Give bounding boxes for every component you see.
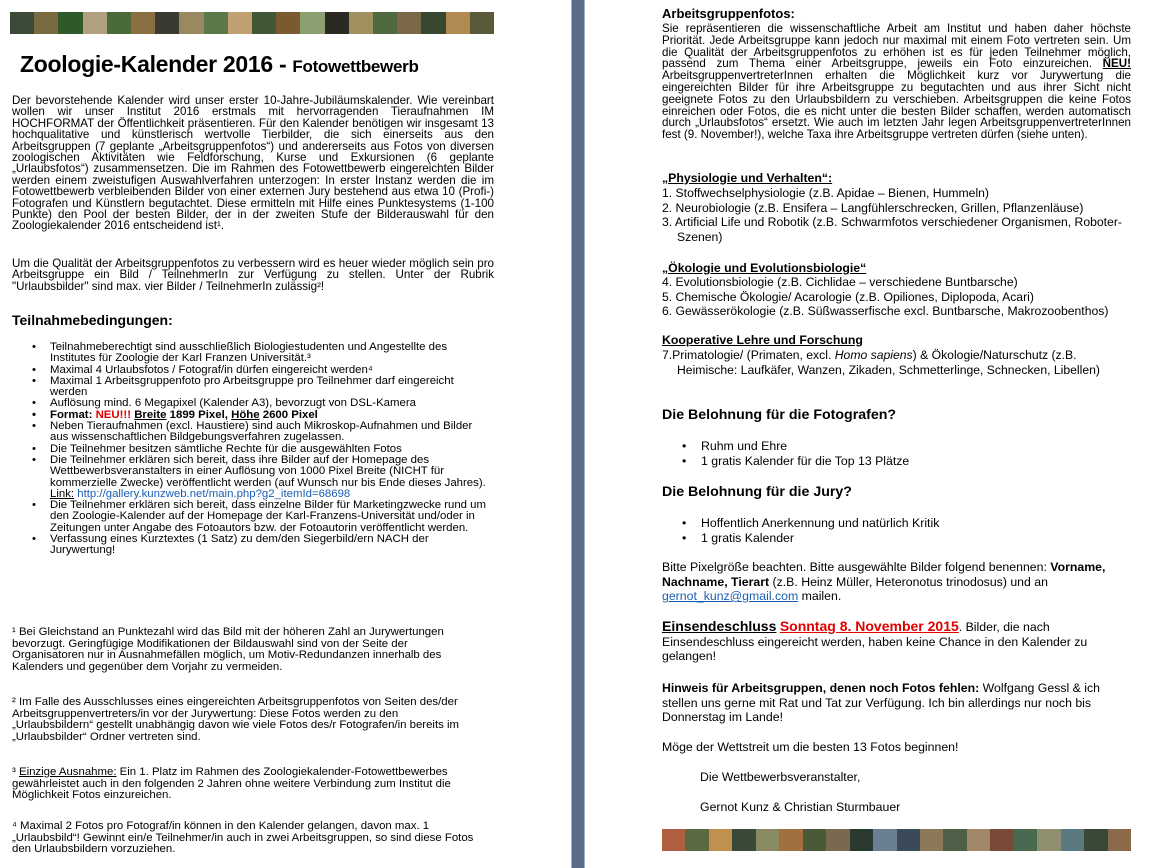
list-item: 3. Artificial Life und Robotik (z.B. Schwarmfotos verschiedener Organismen, Roboter- [662, 215, 1122, 230]
list-item: Szenen) [677, 229, 723, 244]
footnote-1: ¹ Bei Gleichstand an Punktezahl wird das Bild mit der höheren Zahl an Jurywertungen bevorzugt. Geringfügige Modifikationen der Bildauswahl sind von der Seite der Organisatoren nur in Ausnahmefällen möglich, um Motiv-Redundanzen innerhalb des Kalenders und gegenüber dem Vorjahr zu vermeiden. [12, 626, 444, 673]
ecology-heading: „Ökologie und Evolutionsbiologie“ [662, 261, 867, 275]
list-item: • Ruhm und Ehre [662, 439, 909, 454]
email-link[interactable]: gernot_kunz@gmail.com [662, 589, 799, 604]
document-page-right [585, 0, 1155, 868]
footnote-2: ² Im Falle des Ausschlusses eines eingereichten Arbeitsgruppenfotos von Seiten des/der Arbeitsgruppenvertreters/in vor der Jurywertung: Diese Fotos werden zu den „Urlaubsbildern“ gestellt unabhängig davon wie viele Fotos des/r Fotografen/in bereits im „Urlaubsbilder“ Ordner vertreten sind. [12, 696, 460, 743]
coop-heading: Kooperative Lehre und Forschung [662, 333, 863, 347]
ecology-list [662, 275, 1131, 319]
list-item: • Teilnahmeberechtigt sind ausschließlich Biologiestudenten und Angestellte des Institutes für Zoologie der Karl Franzen Universität.³ [12, 342, 486, 365]
photographers-reward-list [662, 439, 909, 469]
list-item: 4. Evolutionsbiologie (z.B. Cichlidae – verschiedene Buntbarsche) [662, 275, 1018, 289]
list-item: 1. Stoffwechselphysiologie (z.B. Apidae – Bienen, Hummeln) [662, 186, 989, 200]
physiology-heading: „Physiologie und Verhalten“: [662, 171, 833, 185]
list-item: • Die Teilnehmer erklären sich bereit, dass einzelne Bilder für Marketingzwecke rund um den Zoologie-Kalender auf der Homepage der Karl-Franzens-Universität und/oder in Zeitungen unter Angabe des Fotoautors bzw. der Fotoautorin veröffentlicht werden. [12, 500, 486, 534]
list-item: • Die Teilnehmer besitzen sämtliche Rechte für die ausgewählten Fotos [12, 444, 486, 455]
document-page-left [0, 0, 571, 868]
list-item: 2. Neurobiologie (z.B. Ensifera – Langfühlerschrecken, Grillen, Pflanzenläuse) [662, 200, 1084, 215]
signatures: Gernot Kunz & Christian Sturmbauer [700, 800, 901, 814]
conditions-heading: Teilnahmebedingungen: [12, 312, 173, 328]
jury-reward-list [662, 516, 939, 546]
intro-paragraph-2: Um die Qualität der Arbeitsgruppenfotos zu verbessern wird es heuer wieder möglich sein pro Arbeitsgruppe ein Bild / TeilnehmerIn zur Verfügung zu stellen. Unter der Rubrik "Urlaubsbilder" sind max. vier Bilder / TeilnehmerIn zulässig²! [12, 257, 494, 293]
list-item: • Verfassung eines Kurztextes (1 Satz) zu dem/den Siegerbild/ern NACH der Jurywertung! [12, 534, 486, 557]
gallery-link[interactable]: http://gallery.kunzweb.net/main.php?g2_itemId=68698 [77, 487, 351, 500]
list-item: • Neben Tieraufnahmen (excl. Haustiere) sind auch Mikroskop-Aufnahmen und Bilder aus wissenschaftlichen Bildgebungsverfahren zugelassen. [12, 421, 486, 444]
jury-reward-heading: Die Belohnung für die Jury? [662, 484, 852, 500]
list-item: • Maximal 1 Arbeitsgruppenfoto pro Arbeitsgruppe pro Teilnehmer darf eingereicht werden [12, 376, 486, 399]
list-item: 7.Primatologie/ (Primaten, excl. Homo sapiens) & Ökologie/Naturschutz (z.B. [662, 348, 1077, 362]
list-item: 6. Gewässerökologie (z.B. Süßwasserfische excl. Buntbarsche, Makrozoobenthos) [662, 304, 1109, 319]
page-gutter [571, 0, 585, 868]
format-item: • Format: NEU!!! Breite 1899 Pixel, Höhe 2600 Pixel [12, 410, 486, 421]
organizer-line: Die Wettbewerbsveranstalter, [700, 770, 861, 784]
intro-paragraph: Der bevorstehende Kalender wird unser erster 10-Jahre-Jubiläumskalender. Wie vereinbart wollen wir unser Institut 2016 erstmals mit hervorragenden Tieraufnahmen IM HOCHFORMAT der Öffentlichkeit präsentieren. Für den Kalender benötigen wir insgesamt 13 hochqualitative und künstlerisch wertvolle Tierbilder, die sich einerseits aus den Arbeitsgruppen (7 geplante „Arbeitsgruppenfotos“) und andererseits aus Fotos von diversen zoologischen Aktivitäten wie Feldforschung, Kurse und Exkursionen (6 geplante „Urlaubsfotos“) zusammensetzen. Die im Rahmen des Fotowettbewerb eingereichten Bilder werden einem zweistufigen Auswahlverfahren unterzogen: In erster Instanz werden die im Fotowettbewerb verbleibenden Bilder von einer externen Jury bestehend aus etwa 10 (Profi-) Fotografen und Künstlern begutachtet. Diese ermitteln mit Hilfe eines Punktesystems (1-100 Punkte) den Pool der besten Bilder, der in der zweiten Stufe der Bilderauswahl für den Zoologiekalender 2016 entscheidend ist¹. [12, 94, 494, 233]
list-item: • 1 gratis Kalender [662, 531, 939, 546]
group-photos-heading: Arbeitsgruppenfotos: [662, 6, 795, 21]
conditions-list [12, 342, 486, 557]
footnote-4: ⁴ Maximal 2 Fotos pro Fotograf/in können in den Kalender gelangen, davon max. 1 „Urlaubsbild“! Gewinnt ein/e Teilnehmer/in auch in zwei Arbeitsgruppen, so sind diese Fotos den Urlaubsbildern vorzuziehen. [12, 820, 474, 856]
footnote-3: ³ Einzige Ausnahme: Ein 1. Platz im Rahmen des Zoologiekalender-Fotowettbewerbes gewährleistet auch in den folgenden 2 Jahren ohne weitere Verbindung zum Institut die Möglichkeit Fotos einzureichen. [12, 766, 451, 802]
photographers-reward-heading: Die Belohnung für die Fotografen? [662, 407, 897, 423]
list-item: 5. Chemische Ökologie/ Acarologie (z.B. Opiliones, Diplopoda, Acari) [662, 289, 1034, 304]
list-item: • Hoffentlich Anerkennung und natürlich Kritik [662, 516, 939, 531]
closing-line: Möge der Wettstreit um die besten 13 Fotos beginnen! [662, 740, 959, 754]
hint-notice: Hinweis für Arbeitsgruppen, denen noch Fotos fehlen: Wolfgang Gessl & ich stellen uns gerne mit Rat und Tat zur Verfügung. Ich bin allerdings nur noch bis Donnerstag im Lande! [662, 681, 1100, 725]
group-photos-text: Sie repräsentieren die wissenschaftliche Arbeit am Institut und haben daher höchste Priorität. Jede Arbeitsgruppe kann jedoch nur maximal mit einem Foto vertreten sein. Um die Qualität der Arbeitsgruppenfotos zu erhöhen ist es für jeden Teilnehmer möglich, passend zum Thema einer Arbeitsgruppe, jeweils ein Foto einzureichen. NEU! ArbeitsgruppenvertreterInnen erhalten die Möglichkeit kurz vor Jurywertung die eingereichten Bilder für ihre Arbeitsgruppe zu begutachten und aus ihrer Sicht nicht geeignete Fotos zu den Urlaubsbildern zu verschieben. Arbeitsgruppen die keine Fotos einreichen oder Fotos, die es nicht unter die besten Bilder schaffen, werden automatisch durch „Urlaubsfotos“ ersetzt. Wie auch im letzten Jahr legen ArbeitsgruppenvertreterInnen fest (9. November!), welche Taxa ihre Arbeitsgruppe vertreten dürfen (siehe unten). [662, 22, 1131, 142]
naming-instructions: Bitte Pixelgröße beachten. Bitte ausgewählte Bilder folgend benennen: Vorname, Nachname, Tierart (z.B. Heinz Müller, Heteronotus trinodosus) und an gernot_kunz@gmail.com mailen. [662, 560, 1106, 604]
coop-list [662, 348, 1131, 377]
physiology-list [662, 186, 1131, 244]
deadline-notice: Einsendeschluss Sonntag 8. November 2015. Bilder, die nach Einsendeschluss eingereicht werden, haben keine Chance in den Kalender zu gelangen! [662, 618, 1088, 664]
list-item: Heimische: Laufkäfer, Wanzen, Zikaden, Schmetterlinge, Schnecken, Libellen) [677, 362, 1100, 377]
list-item: • Maximal 4 Urlaubsfotos / Fotograf/in dürfen eingereicht werden⁴ [12, 365, 486, 376]
animal-photo-strip [662, 829, 1131, 851]
document-title: Zoologie-Kalender 2016 - Fotowettbewerb [20, 51, 419, 77]
list-item: • Die Teilnehmer erklären sich bereit, dass ihre Bilder auf der Homepage des Wettbewerbsveranstalters in einer Auflösung von 1000 Pixel Breite (NICHT für kommerzielle Zwecke) veröffentlicht werden (auf Wunsch nur bis Ende dieses Jahres). Link: http://gallery.kunzweb.net/main.php?g2_itemId=68698 [12, 455, 486, 500]
list-item: • Auflösung mind. 6 Megapixel (Kalender A3), bevorzugt von DSL-Kamera [12, 398, 486, 409]
animal-photo-strip [10, 12, 494, 34]
list-item: • 1 gratis Kalender für die Top 13 Plätze [662, 454, 909, 469]
